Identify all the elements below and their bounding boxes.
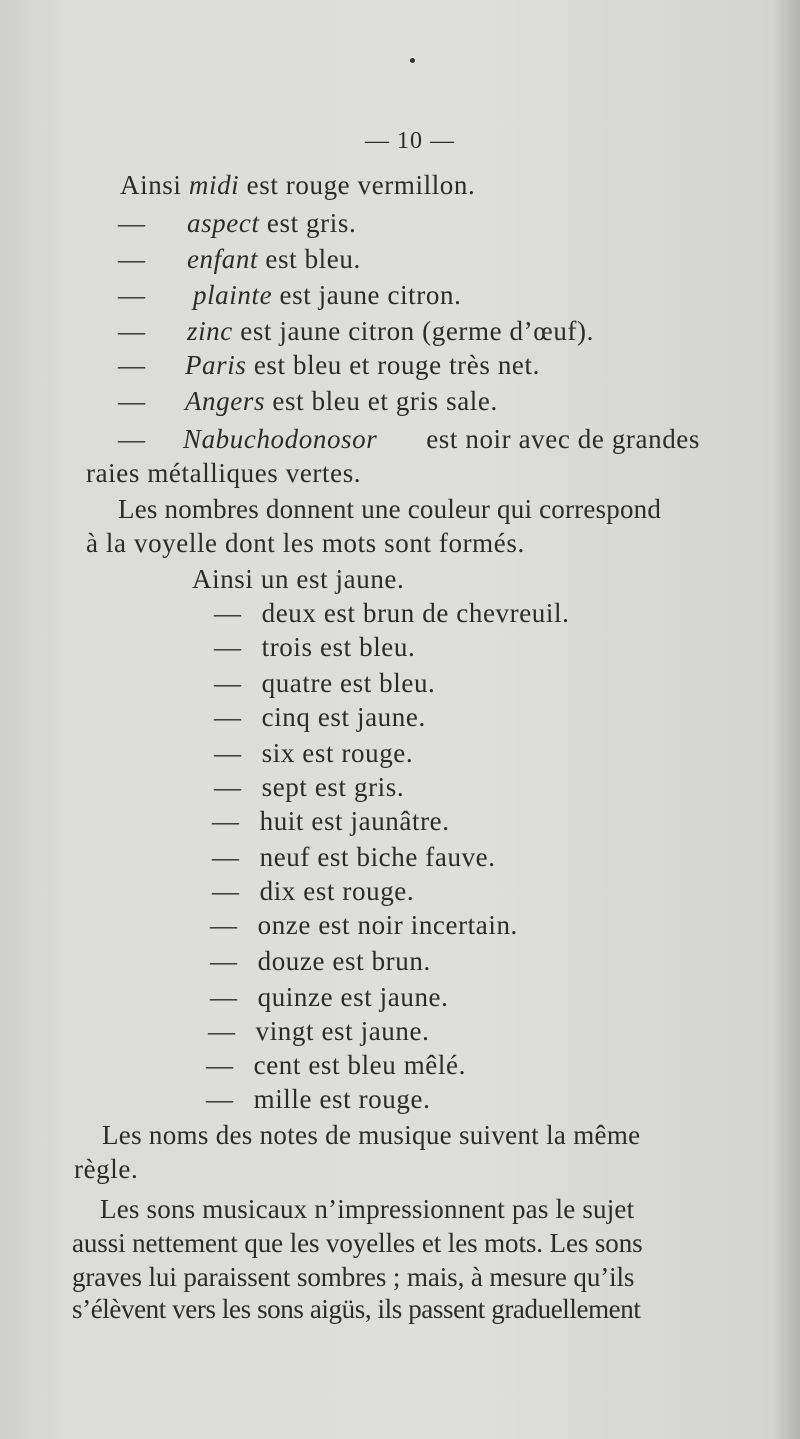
list-line xyxy=(214,632,415,663)
text-line xyxy=(118,280,461,311)
line-text: est bleu et gris sale. xyxy=(272,386,498,416)
list-line xyxy=(210,910,518,941)
italic-word: Angers xyxy=(184,386,266,416)
ink-dot xyxy=(410,58,415,63)
list-line xyxy=(214,738,413,769)
list-text: vingt est jaune. xyxy=(255,1016,430,1046)
list-line xyxy=(210,946,431,977)
list-text: deux est brun de chevreuil. xyxy=(261,598,570,628)
list-line xyxy=(210,982,449,1013)
list-line xyxy=(214,598,569,629)
em-dash: — xyxy=(210,910,238,940)
page-number: — 10 — xyxy=(365,128,455,154)
word-ainsi: Ainsi xyxy=(120,170,182,200)
list-text: onze est noir incertain. xyxy=(257,910,518,940)
em-dash: — xyxy=(210,982,238,1012)
list-line xyxy=(214,702,426,733)
line-text: est noir avec de grandes xyxy=(426,424,700,454)
paragraph-line: Les noms des notes de musique suivent la même xyxy=(102,1120,641,1150)
em-dash: — xyxy=(118,350,146,380)
text-line: raies métalliques vertes. xyxy=(86,458,362,488)
em-dash: — xyxy=(118,424,146,454)
em-dash: — xyxy=(214,772,242,802)
text-line xyxy=(118,424,700,455)
list-line xyxy=(206,1084,430,1115)
list-text: huit est jaunâtre. xyxy=(259,806,450,836)
paragraph-line: à la voyelle dont les mots sont formés. xyxy=(86,528,525,558)
italic-word: midi xyxy=(188,170,240,200)
em-dash: — xyxy=(206,1050,234,1080)
em-dash: — xyxy=(118,316,146,346)
paragraph-line: s’élèvent vers les sons aigüs, ils passent graduellement xyxy=(72,1294,641,1324)
em-dash: — xyxy=(212,806,240,836)
em-dash: — xyxy=(210,946,238,976)
paragraph-line: aussi nettement que les voyelles et les mots. Les sons xyxy=(72,1228,643,1258)
text-line xyxy=(118,316,594,347)
list-line xyxy=(214,772,404,803)
list-line xyxy=(212,842,496,873)
list-line xyxy=(212,876,414,907)
list-line xyxy=(206,1050,466,1081)
paragraph-line: graves lui paraissent sombres ; mais, à mesure qu’ils xyxy=(72,1262,635,1292)
italic-word: plainte xyxy=(192,280,273,310)
em-dash: — xyxy=(214,738,242,768)
em-dash: — xyxy=(214,632,242,662)
list-text: cinq est jaune. xyxy=(261,702,426,732)
list-text: dix est rouge. xyxy=(259,876,415,906)
italic-word: Paris xyxy=(184,350,247,380)
list-line xyxy=(212,806,450,837)
paragraph-line: Les nombres donnent une couleur qui correspond xyxy=(118,494,662,524)
em-dash: — xyxy=(206,1084,234,1114)
italic-word: Nabuchodonosor xyxy=(182,424,378,454)
list-line xyxy=(214,668,435,699)
italic-word: zinc xyxy=(186,316,233,346)
text-line xyxy=(118,386,498,417)
list-text: trois est bleu. xyxy=(261,632,416,662)
em-dash: — xyxy=(118,386,146,416)
list-line xyxy=(208,1016,429,1047)
text-line xyxy=(118,350,540,381)
list-text: quinze est jaune. xyxy=(257,982,449,1012)
text-line xyxy=(120,170,475,201)
em-dash: — xyxy=(208,1016,236,1046)
paragraph-line: règle. xyxy=(74,1154,139,1184)
list-line: Ainsi un est jaune. xyxy=(192,564,405,594)
line-text: est jaune citron (germe d’œuf). xyxy=(240,316,594,346)
list-text: sept est gris. xyxy=(261,772,405,802)
em-dash: — xyxy=(214,598,242,628)
line-text: est bleu. xyxy=(265,244,361,274)
em-dash: — xyxy=(214,668,242,698)
line-text: est bleu et rouge très net. xyxy=(253,350,540,380)
em-dash: — xyxy=(118,280,146,310)
text-line xyxy=(118,208,356,239)
list-text: quatre est bleu. xyxy=(261,668,436,698)
line-text: est rouge vermillon. xyxy=(246,170,476,200)
list-text: six est rouge. xyxy=(261,738,414,768)
list-text: cent est bleu mêlé. xyxy=(253,1050,466,1080)
list-text: mille est rouge. xyxy=(253,1084,431,1114)
em-dash: — xyxy=(118,208,146,238)
paragraph-line: Les sons musicaux n’impressionnent pas le sujet xyxy=(100,1194,635,1224)
text-line xyxy=(118,244,361,275)
list-text: douze est brun. xyxy=(257,946,431,976)
em-dash: — xyxy=(212,876,240,906)
line-text: est gris. xyxy=(266,208,357,238)
list-text: neuf est biche fauve. xyxy=(259,842,496,872)
em-dash: — xyxy=(214,702,242,732)
italic-word: enfant xyxy=(186,244,259,274)
em-dash: — xyxy=(118,244,146,274)
em-dash: — xyxy=(212,842,240,872)
line-text: est jaune citron. xyxy=(279,280,462,310)
italic-word: aspect xyxy=(186,208,260,238)
